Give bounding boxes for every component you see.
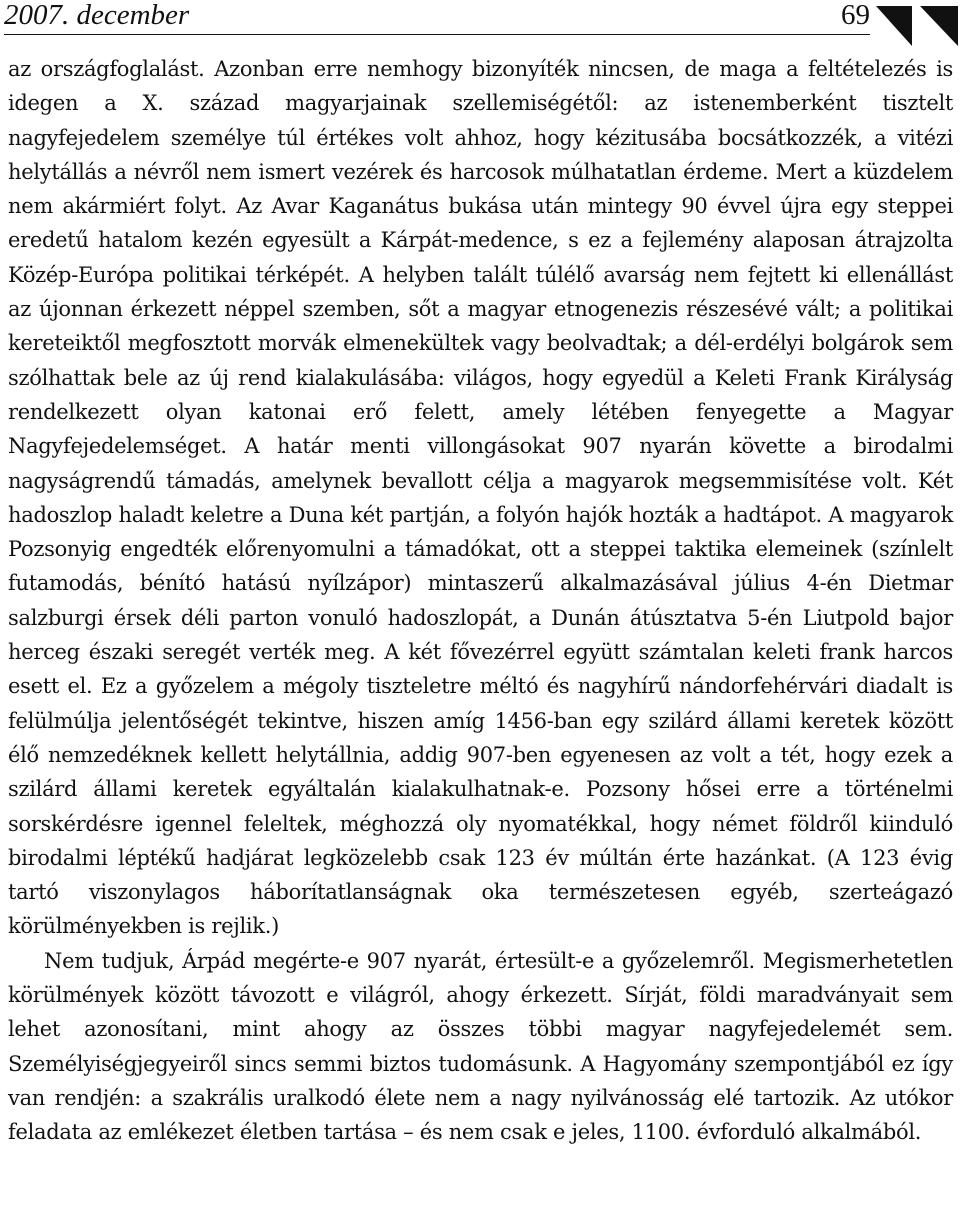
article-body (8, 52, 953, 1150)
paragraph: Nem tudjuk, Árpád megérte-e 907 nyarát, értesült-e a győzelemről. Megismerhetetlen körülmények között távozott e világról, ahogy érkezett. Sírját, földi maradványait sem lehet azonosítani, mint ahogy az összes többi magyar nagyfejedelemét sem. Személyiségjegyeiről sincs semmi biztos tudomásunk. A Hagyomány szempontjából ez így van rendjén: a szakrális uralkodó élete nem a nagy nyilvánosság elé tartozik. Az utókor feladata az emlékezet életben tartása – és nem csak e jeles, 1100. évforduló alkalmából. (8, 948, 953, 1145)
page-header (4, 0, 960, 46)
header-rule (4, 34, 870, 35)
header-date: 2007. december (4, 0, 190, 31)
page-number: 69 (841, 0, 870, 31)
double-triangle-icon (876, 6, 958, 46)
paragraph: az országfoglalást. Azonban erre nemhogy bizonyíték nincsen, de maga a feltételezés is idegen a X. század magyarjainak szellemiségétől: az istenemberként tisztelt nagyfejedelem személye túl értékes volt ahhoz, hogy kézitusába bocsátkozzék, a vitézi helytállás a névről nem ismert vezérek és harcosok múlhatatlan érdeme. Mert a küzdelem nem akármiért folyt. Az Avar Kaganátus bukása után mintegy 90 évvel újra egy steppei eredetű hatalom kezén egyesült a Kárpát-medence, s ez a fejlemény alaposan átrajzolta Közép-Európa politikai térképét. A helyben talált túlélő avarság nem fejtett ki ellenállást az újonnan érkezett néppel szemben, sőt a magyar etnogenezis részesévé vált; a politikai kereteiktől megfosztott morvák elmenekültek vagy beolvadtak; a dél-erdélyi bolgárok sem szólhattak bele az új rend kialakulásába: világos, hogy egyedül a Keleti Frank Királyság rendelkezett olyan katonai erő felett, amely létében fenyegette a Magyar Nagyfejedelemséget. A határ menti villongásokat 907 nyarán követte a birodalmi nagyságrendű támadás, amelynek bevallott célja a magyarok megsemmisítése volt. Két hadoszlop haladt keletre a Duna két partján, a folyón hajók hozták a hadtápot. A magyarok Pozsonyig engedték előrenyomulni a támadókat, ott a steppei taktika elemeinek (színlelt futamodás, bénító hatású nyílzápor) mintaszerű alkalmazásával július 4-én Dietmar salzburgi érsek déli parton vonuló hadoszlopát, a Dunán átúsztatva 5-én Liutpold bajor herceg északi seregét verték meg. A két fővezérrel együtt számtalan keleti frank harcos esett el. Ez a győzelem a mégoly tiszteletre méltó és nagyhírű nándorfehérvári diadalt is felülmúlja jelentőségét tekintve, hiszen amíg 1456-ban egy szilárd állami keretek között élő nemzedéknek kellett helytállnia, addig 907-ben egyenesen az volt a tét, hogy ezek a szilárd állami keretek egyáltalán kialakulhatnak-e. Pozsony hősei erre a történelmi sorskérdésre igennel feleltek, méghozzá oly nyomatékkal, hogy német földről kiinduló birodalmi léptékű hadjárat legközelebb csak 123 év múltán érte hazánkat. (A 123 évig tartó viszonylagos háborítatlanságnak oka természetesen egyéb, szerteágazó körülményekben is rejlik.) (8, 57, 953, 939)
